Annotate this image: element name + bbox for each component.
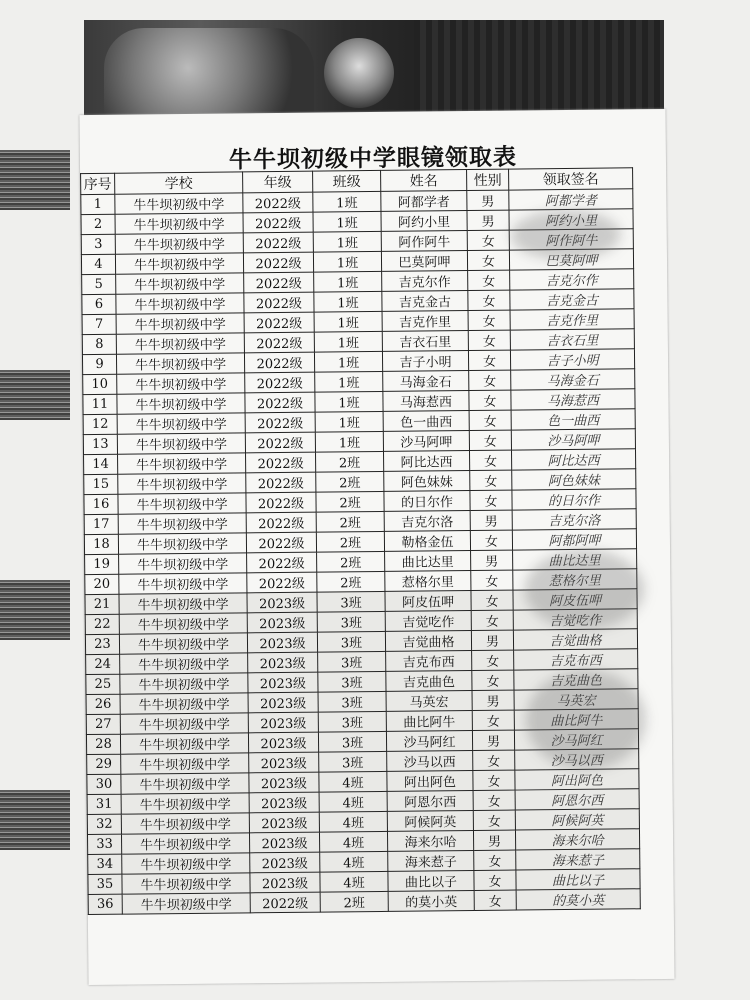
- signature-cell: 巴莫阿呷: [509, 249, 633, 270]
- student-name: 吉克布西: [386, 651, 472, 672]
- row-number: 8: [82, 334, 116, 354]
- signature-cell: 阿恩尔西: [515, 789, 639, 810]
- grade-cell: 2022级: [243, 212, 313, 233]
- grade-cell: 2023级: [249, 812, 319, 833]
- signature-cell: 阿比达西: [511, 449, 635, 470]
- signature-cell: 阿约小里: [509, 209, 633, 230]
- grade-cell: 2022级: [243, 192, 313, 213]
- class-cell: 2班: [316, 531, 384, 552]
- grade-cell: 2022级: [246, 472, 316, 493]
- row-number: 5: [82, 274, 116, 294]
- school-cell: 牛牛坝初级中学: [115, 193, 243, 214]
- row-number: 25: [86, 674, 120, 694]
- school-cell: 牛牛坝初级中学: [118, 533, 246, 554]
- school-cell: 牛牛坝初级中学: [115, 253, 243, 274]
- student-name: 阿作阿牛: [381, 231, 467, 252]
- school-cell: 牛牛坝初级中学: [115, 233, 243, 254]
- gender-cell: 女: [470, 470, 512, 490]
- class-cell: 3班: [319, 751, 387, 772]
- row-number: 12: [83, 414, 117, 434]
- signature-cell: 吉克曲色: [514, 669, 638, 690]
- row-number: 27: [86, 714, 120, 734]
- row-number: 33: [87, 834, 121, 854]
- row-number: 11: [83, 394, 117, 414]
- class-cell: 3班: [318, 711, 386, 732]
- row-number: 3: [81, 234, 115, 254]
- school-cell: 牛牛坝初级中学: [121, 833, 249, 854]
- school-cell: 牛牛坝初级中学: [119, 573, 247, 594]
- row-number: 29: [87, 754, 121, 774]
- roster-sheet: [79, 109, 674, 985]
- class-cell: 3班: [317, 591, 385, 612]
- school-cell: 牛牛坝初级中学: [117, 393, 245, 414]
- class-cell: 4班: [320, 851, 388, 872]
- school-cell: 牛牛坝初级中学: [122, 853, 250, 874]
- class-cell: 2班: [317, 571, 385, 592]
- student-name: 阿比达西: [383, 451, 469, 472]
- grade-cell: 2022级: [244, 272, 314, 293]
- signature-cell: 阿皮伍呷: [513, 589, 637, 610]
- school-cell: 牛牛坝初级中学: [119, 613, 247, 634]
- student-name: 海来惹子: [388, 851, 474, 872]
- student-name: 色一曲西: [383, 411, 469, 432]
- row-number: 23: [85, 634, 119, 654]
- school-cell: 牛牛坝初级中学: [116, 293, 244, 314]
- class-cell: 3班: [318, 671, 386, 692]
- school-cell: 牛牛坝初级中学: [119, 633, 247, 654]
- grade-cell: 2022级: [245, 412, 315, 433]
- background-object: [324, 38, 394, 108]
- school-cell: 牛牛坝初级中学: [120, 713, 248, 734]
- signature-cell: 曲比以子: [516, 869, 640, 890]
- signature-cell: 曲比阿牛: [514, 709, 638, 730]
- student-name: 阿出阿色: [387, 771, 473, 792]
- gender-cell: 男: [472, 730, 514, 750]
- grade-cell: 2023级: [247, 632, 317, 653]
- gender-cell: 女: [468, 270, 510, 290]
- grade-cell: 2022级: [243, 252, 313, 273]
- class-cell: 3班: [318, 731, 386, 752]
- school-cell: 牛牛坝初级中学: [115, 213, 243, 234]
- header-class: 班级: [313, 170, 381, 192]
- student-name: 马海惹西: [383, 391, 469, 412]
- class-cell: 3班: [317, 611, 385, 632]
- school-cell: 牛牛坝初级中学: [122, 873, 250, 894]
- signature-cell: 阿出阿色: [515, 769, 639, 790]
- class-cell: 1班: [313, 251, 381, 272]
- school-cell: 牛牛坝初级中学: [118, 493, 246, 514]
- row-number: 31: [87, 794, 121, 814]
- gender-cell: 女: [473, 810, 515, 830]
- grade-cell: 2022级: [243, 232, 313, 253]
- gender-cell: 女: [468, 290, 510, 310]
- student-name: 吉克尔洛: [384, 511, 470, 532]
- grade-cell: 2022级: [244, 332, 314, 353]
- class-cell: 1班: [315, 431, 383, 452]
- gender-cell: 女: [472, 710, 514, 730]
- student-name: 的日尔作: [384, 491, 470, 512]
- gender-cell: 女: [468, 330, 510, 350]
- student-name: 吉觉吃作: [385, 611, 471, 632]
- signature-cell: 沙马以西: [515, 749, 639, 770]
- school-cell: 牛牛坝初级中学: [116, 333, 244, 354]
- class-cell: 1班: [313, 211, 381, 232]
- row-number: 19: [85, 554, 119, 574]
- gender-cell: 女: [471, 590, 513, 610]
- gender-cell: 女: [467, 230, 509, 250]
- school-cell: 牛牛坝初级中学: [119, 593, 247, 614]
- header-signature: 领取签名: [509, 168, 633, 190]
- roster-table: [80, 167, 641, 915]
- school-cell: 牛牛坝初级中学: [116, 313, 244, 334]
- class-cell: 3班: [318, 651, 386, 672]
- student-name: 吉子小明: [382, 351, 468, 372]
- school-cell: 牛牛坝初级中学: [120, 673, 248, 694]
- school-cell: 牛牛坝初级中学: [121, 793, 249, 814]
- signature-cell: 阿色妹妹: [512, 469, 636, 490]
- student-name: 的莫小英: [388, 891, 474, 912]
- school-cell: 牛牛坝初级中学: [120, 653, 248, 674]
- school-cell: 牛牛坝初级中学: [116, 353, 244, 374]
- grade-cell: 2023级: [247, 592, 317, 613]
- class-cell: 1班: [314, 291, 382, 312]
- row-number: 7: [82, 314, 116, 334]
- class-cell: 1班: [314, 331, 382, 352]
- class-cell: 1班: [313, 191, 381, 212]
- row-number: 6: [82, 294, 116, 314]
- signature-cell: 吉觉吃作: [513, 609, 637, 630]
- school-cell: 牛牛坝初级中学: [121, 773, 249, 794]
- gender-cell: 女: [469, 450, 511, 470]
- gender-cell: 女: [472, 650, 514, 670]
- student-name: 吉克曲色: [386, 671, 472, 692]
- row-number: 22: [85, 614, 119, 634]
- gender-cell: 女: [474, 870, 516, 890]
- row-number: 24: [86, 654, 120, 674]
- grade-cell: 2022级: [246, 532, 316, 553]
- class-cell: 4班: [319, 831, 387, 852]
- row-number: 10: [83, 374, 117, 394]
- school-cell: 牛牛坝初级中学: [117, 413, 245, 434]
- school-cell: 牛牛坝初级中学: [120, 693, 248, 714]
- gender-cell: 女: [473, 790, 515, 810]
- signature-cell: 的日尔作: [512, 489, 636, 510]
- signature-cell: 的莫小英: [516, 889, 640, 910]
- row-number: 15: [84, 474, 118, 494]
- signature-cell: 吉克尔洛: [512, 509, 636, 530]
- row-number: 13: [83, 434, 117, 454]
- signature-cell: 吉克尔作: [510, 269, 634, 290]
- gender-cell: 女: [468, 310, 510, 330]
- student-name: 吉克作里: [382, 311, 468, 332]
- student-name: 阿都学者: [381, 191, 467, 212]
- student-name: 阿色妹妹: [384, 471, 470, 492]
- signature-cell: 曲比达里: [513, 549, 637, 570]
- row-number: 30: [87, 774, 121, 794]
- grade-cell: 2023级: [249, 772, 319, 793]
- class-cell: 4班: [319, 811, 387, 832]
- row-number: 14: [84, 454, 118, 474]
- student-name: 阿皮伍呷: [385, 591, 471, 612]
- class-cell: 4班: [319, 771, 387, 792]
- row-number: 21: [85, 594, 119, 614]
- gender-cell: 男: [473, 830, 515, 850]
- school-cell: 牛牛坝初级中学: [118, 473, 246, 494]
- header-school: 学校: [115, 172, 243, 194]
- signature-cell: 吉子小明: [510, 349, 634, 370]
- signature-cell: 吉克作里: [510, 309, 634, 330]
- school-cell: 牛牛坝初级中学: [117, 373, 245, 394]
- grade-cell: 2023级: [250, 872, 320, 893]
- school-cell: 牛牛坝初级中学: [119, 553, 247, 574]
- school-cell: 牛牛坝初级中学: [118, 513, 246, 534]
- class-cell: 1班: [314, 311, 382, 332]
- gender-cell: 女: [470, 490, 512, 510]
- signature-cell: 海来尔哈: [515, 829, 639, 850]
- grade-cell: 2023级: [247, 612, 317, 633]
- class-cell: 1班: [315, 411, 383, 432]
- class-cell: 4班: [319, 791, 387, 812]
- grade-cell: 2022级: [246, 452, 316, 473]
- row-number: 2: [81, 214, 115, 234]
- grade-cell: 2022级: [244, 292, 314, 313]
- row-number: 1: [81, 194, 115, 214]
- class-cell: 2班: [320, 891, 388, 912]
- gender-cell: 男: [470, 510, 512, 530]
- row-number: 36: [88, 894, 122, 914]
- gender-cell: 女: [471, 610, 513, 630]
- row-number: 4: [81, 254, 115, 274]
- gender-cell: 女: [471, 570, 513, 590]
- row-number: 28: [86, 734, 120, 754]
- signature-cell: 吉克布西: [514, 649, 638, 670]
- class-cell: 2班: [316, 471, 384, 492]
- gender-cell: 男: [467, 190, 509, 210]
- row-number: 34: [88, 854, 122, 874]
- signature-cell: 吉觉曲格: [513, 629, 637, 650]
- class-cell: 3班: [318, 691, 386, 712]
- signature-cell: 吉衣石里: [510, 329, 634, 350]
- class-cell: 1班: [315, 371, 383, 392]
- gender-cell: 女: [469, 390, 511, 410]
- student-name: 马海金石: [383, 371, 469, 392]
- signature-cell: 马海金石: [511, 369, 635, 390]
- scan-noise: [0, 150, 70, 210]
- grade-cell: 2022级: [247, 552, 317, 573]
- gender-cell: 男: [472, 690, 514, 710]
- student-name: 曲比以子: [388, 871, 474, 892]
- signature-cell: 阿作阿牛: [509, 229, 633, 250]
- class-cell: 2班: [316, 511, 384, 532]
- row-number: 35: [88, 874, 122, 894]
- class-cell: 2班: [316, 451, 384, 472]
- gender-cell: 女: [472, 670, 514, 690]
- gender-cell: 女: [467, 250, 509, 270]
- row-number: 18: [84, 534, 118, 554]
- gender-cell: 男: [467, 210, 509, 230]
- row-number: 9: [82, 354, 116, 374]
- grade-cell: 2022级: [244, 312, 314, 333]
- student-name: 海来尔哈: [387, 831, 473, 852]
- grade-cell: 2023级: [250, 852, 320, 873]
- student-name: 阿候阿英: [387, 811, 473, 832]
- grade-cell: 2022级: [244, 352, 314, 373]
- gender-cell: 女: [474, 850, 516, 870]
- student-name: 勒格金伍: [384, 531, 470, 552]
- gender-cell: 女: [474, 890, 516, 910]
- row-number: 32: [87, 814, 121, 834]
- row-number: 26: [86, 694, 120, 714]
- student-name: 曲比阿牛: [386, 711, 472, 732]
- signature-cell: 色一曲西: [511, 409, 635, 430]
- gender-cell: 男: [471, 630, 513, 650]
- header-grade: 年级: [243, 171, 313, 193]
- row-number: 17: [84, 514, 118, 534]
- class-cell: 4班: [320, 871, 388, 892]
- row-number: 16: [84, 494, 118, 514]
- signature-cell: 马英宏: [514, 689, 638, 710]
- school-cell: 牛牛坝初级中学: [121, 753, 249, 774]
- grade-cell: 2022级: [245, 432, 315, 453]
- signature-cell: 马海惹西: [511, 389, 635, 410]
- student-name: 沙马以西: [387, 751, 473, 772]
- class-cell: 1班: [313, 231, 381, 252]
- gender-cell: 女: [473, 770, 515, 790]
- grade-cell: 2023级: [248, 672, 318, 693]
- grade-cell: 2023级: [248, 712, 318, 733]
- student-name: 阿恩尔西: [387, 791, 473, 812]
- gender-cell: 女: [470, 530, 512, 550]
- student-name: 沙马阿呷: [383, 431, 469, 452]
- school-cell: 牛牛坝初级中学: [120, 733, 248, 754]
- class-cell: 2班: [317, 551, 385, 572]
- table-body: [81, 189, 641, 915]
- student-name: 吉克尔作: [382, 271, 468, 292]
- grade-cell: 2023级: [248, 732, 318, 753]
- signature-cell: 惹格尔里: [513, 569, 637, 590]
- grade-cell: 2022级: [245, 372, 315, 393]
- signature-cell: 阿都阿呷: [512, 529, 636, 550]
- gender-cell: 男: [471, 550, 513, 570]
- header-gender: 性别: [467, 169, 509, 190]
- class-cell: 1班: [314, 351, 382, 372]
- grade-cell: 2022级: [246, 492, 316, 513]
- student-name: 吉克金古: [382, 291, 468, 312]
- grade-cell: 2022级: [245, 392, 315, 413]
- scan-noise: [0, 790, 70, 850]
- header-name: 姓名: [381, 170, 467, 192]
- grade-cell: 2022级: [246, 512, 316, 533]
- gender-cell: 女: [469, 430, 511, 450]
- grade-cell: 2023级: [249, 752, 319, 773]
- header-number: 序号: [81, 173, 115, 194]
- signature-cell: 阿都学者: [509, 189, 633, 210]
- grade-cell: 2023级: [249, 792, 319, 813]
- grade-cell: 2023级: [249, 832, 319, 853]
- student-name: 吉觉曲格: [385, 631, 471, 652]
- signature-cell: 沙马阿红: [514, 729, 638, 750]
- class-cell: 1班: [315, 391, 383, 412]
- student-name: 巴莫阿呷: [381, 251, 467, 272]
- signature-cell: 吉克金古: [510, 289, 634, 310]
- row-number: 20: [85, 574, 119, 594]
- student-name: 惹格尔里: [385, 571, 471, 592]
- student-name: 吉衣石里: [382, 331, 468, 352]
- school-cell: 牛牛坝初级中学: [117, 433, 245, 454]
- grade-cell: 2022级: [250, 892, 320, 913]
- student-name: 阿约小里: [381, 211, 467, 232]
- school-cell: 牛牛坝初级中学: [118, 453, 246, 474]
- gender-cell: 女: [473, 750, 515, 770]
- gender-cell: 女: [469, 370, 511, 390]
- class-cell: 2班: [316, 491, 384, 512]
- student-name: 马英宏: [386, 691, 472, 712]
- student-name: 曲比达里: [385, 551, 471, 572]
- gender-cell: 女: [468, 350, 510, 370]
- school-cell: 牛牛坝初级中学: [121, 813, 249, 834]
- school-cell: 牛牛坝初级中学: [122, 893, 250, 914]
- school-cell: 牛牛坝初级中学: [116, 273, 244, 294]
- page-title: 牛牛坝初级中学眼镜领取表: [228, 143, 518, 174]
- grade-cell: 2022级: [247, 572, 317, 593]
- gender-cell: 女: [469, 410, 511, 430]
- scan-noise: [0, 370, 70, 420]
- class-cell: 1班: [314, 271, 382, 292]
- grade-cell: 2023级: [248, 692, 318, 713]
- scan-noise: [0, 580, 70, 640]
- student-name: 沙马阿红: [386, 731, 472, 752]
- grade-cell: 2023级: [248, 652, 318, 673]
- signature-cell: 海来惹子: [516, 849, 640, 870]
- signature-cell: 沙马阿呷: [511, 429, 635, 450]
- class-cell: 3班: [317, 631, 385, 652]
- signature-cell: 阿候阿英: [515, 809, 639, 830]
